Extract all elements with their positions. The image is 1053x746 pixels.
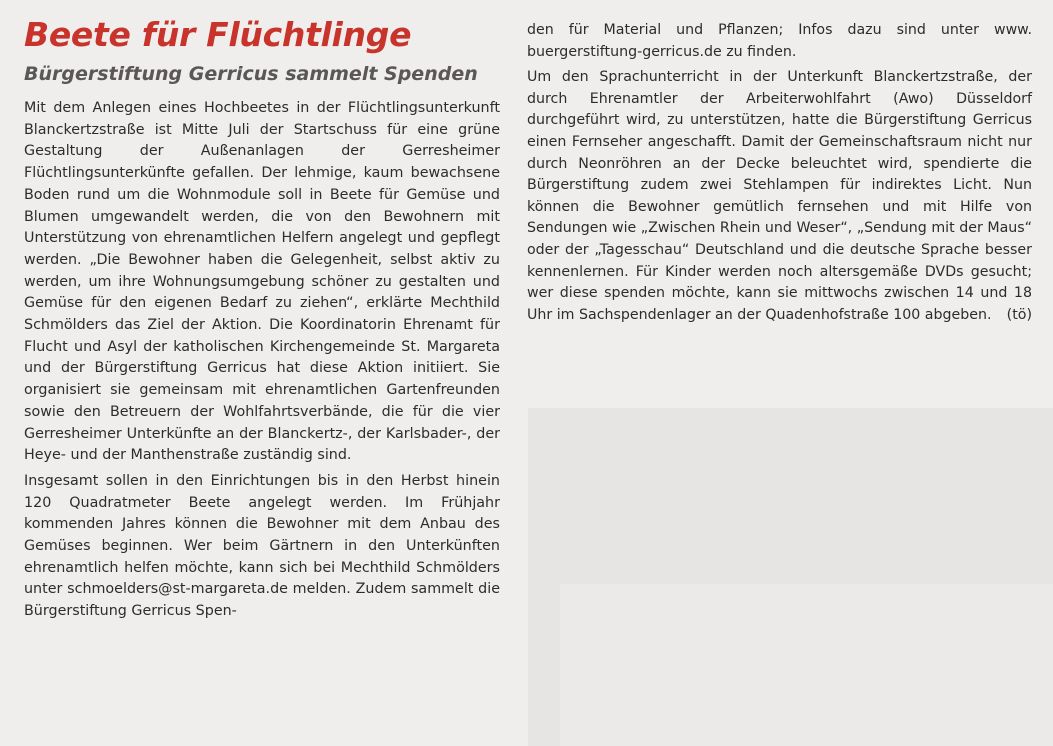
author-signature: (tö) <box>1006 306 1032 323</box>
article-left-column <box>24 12 500 627</box>
article-headline: Beete für Flüchtlinge <box>24 15 412 54</box>
article-paragraph: Mit dem Anlegen eines Hochbeetes in der Flüchtlingsunterkunft Blanckertzstraße ist Mitte Juli der Startschuss für eine grüne Gestaltung der Außenanlagen der Gerresheimer Flüchtlingsunterkünfte gefallen. Der lehmige, kaum bewachsene Boden rund um die Wohnmodule soll in Beete für Gemüse und Blumen umgewandelt werden, die von den Bewohnern mit Unterstützung von ehrenamtlichen Helfern angelegt und gepflegt werden. „Die Bewohner haben die Gelegenheit, selbst aktiv zu werden, um ihre Wohnungsumgebung schöner zu gestalten und Gemüse für den eigenen Bedarf zu ziehen“, erklärte Mechthild Schmölders das Ziel der Aktion. Die Koordinatorin Ehrenamt für Flucht und Asyl der katholischen Kirchengemeinde St. Margareta und der Bürgerstiftung Gerricus hat diese Aktion initiiert. Sie organisiert sie gemeinsam mit ehrenamtlichen Gartenfreunden sowie den Betreuern der Wohlfahrtsverbände, die für die vier Gerresheimer Unterkünfte an der Blanckertz-, der Karlsbader-, der Heye- und der Manthenstraße zuständig sind. <box>24 100 500 464</box>
article-paragraph: Insgesamt sollen in den Einrichtungen bis in den Herbst hinein 120 Quadratmeter Beete angelegt werden. Im Frühjahr kommenden Jahres können die Bewohner mit dem Anbau des Gemüses beginnen. Wer beim Gärtnern in den Unterkünften ehrenamtlich helfen möchte, kann sich bei Mechthild Schmölders unter schmoelders@st-margareta.de melden. Zudem sammelt die Bürgerstiftung Gerricus Spen- <box>24 472 500 620</box>
article-paragraph-last <box>527 67 1032 326</box>
paragraph-text: Um den Sprachunterricht in der Unterkunft Blanckertzstraße, der durch Ehrenamtler der Arbeiterwohlfahrt (Awo) Düsseldorf durchgeführt wird, zu unterstützen, hatte die Bürgerstiftung Gerricus einen Fernseher angeschafft. Damit der Gemeinschaftsraum nicht nur durch Neonröhren an der Decke beleuchtet wird, spendierte die Bürgerstiftung zudem zwei Stehlampen für indirektes Licht. Nun können die Bewohner gemütlich fernsehen und mit Hilfe von Sendungen wie „Zwischen Rhein und Weser“, „Sendung mit der Maus“ oder der „Tagesschau“ Deutschland und die deutsche Sprache besser kennenlernen. Für Kinder werden noch altersgemäße DVDs gesucht; wer diese spenden möchte, kann sie mittwochs zwischen 14 und 18 Uhr im Sachspendenlager an der Quadenhofstraße 100 abgeben. <box>527 69 1032 323</box>
article-subheadline: Bürgerstiftung Gerricus sammelt Spenden <box>24 63 478 85</box>
background-shade-inner <box>560 584 1053 746</box>
article-paragraph: den für Material und Pflanzen; Infos dazu sind unter www. buergerstiftung-gerricus.de zu finden. <box>527 22 1032 60</box>
article-right-column <box>527 20 1032 330</box>
